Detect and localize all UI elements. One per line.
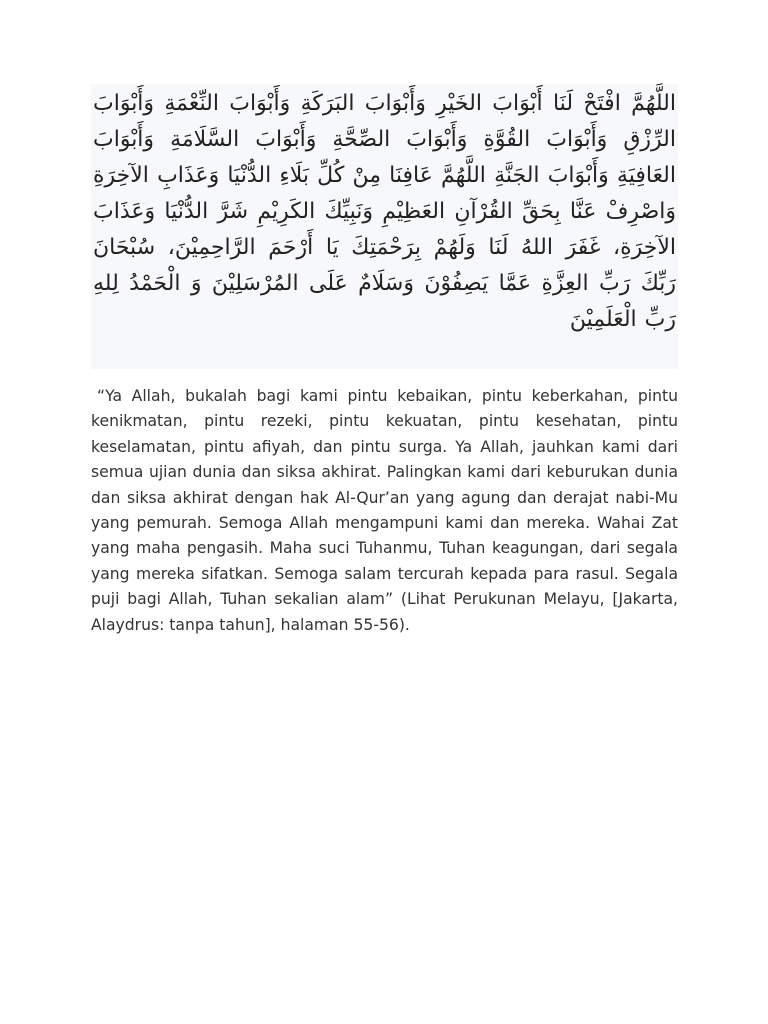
- translation-block: [91, 384, 678, 638]
- arabic-prayer-block: [91, 84, 678, 369]
- translation-paragraph: “Ya Allah, bukalah bagi kami pintu kebaikan, pintu keberkahan, pintu kenikmatan, pintu rezeki, pintu kekuatan, pintu kesehatan, pintu keselamatan, pintu afiyah, dan pintu surga. Ya Allah, jauhkan kami dari semua ujian dunia dan siksa akhirat. Palingkan kami dari keburukan dunia dan siksa akhirat dengan hak Al-Qur’an yang agung dan derajat nabi-Mu yang pemurah. Semoga Allah mengampuni kami dan mereka. Wahai Zat yang maha pengasih. Maha suci Tuhanmu, Tuhan keagungan, dari segala yang mereka sifatkan. Semoga salam tercurah kepada para rasul. Segala puji bagi Allah, Tuhan sekalian alam” (Lihat Perukunan Melayu, [Jakarta, Alaydrus: tanpa tahun], halaman 55-56).: [91, 387, 678, 634]
- arabic-prayer-text: اللَّهُمَّ افْتَحْ لَنَا أَبْوَابَ الخَيْرِ وَأَبْوَابَ البَرَكَةِ وَأَبْوَابَ النِّعْمَةِ وَأَبْوَابَ الرِّزْقِ وَأَبْوَابَ القُوَّةِ وَأَبْوَابَ الصِّحَّةِ وَأَبْوَابَ السَّلَامَةِ وَأَبْوَابَ العَافِيَةِ وَأَبْوَابَ الجَنَّةِ اللَّهُمَّ عَافِنَا مِنْ كُلِّ بَلَاءِ الدُّنْيَا وَعَذَابِ الآخِرَةِ وَاصْرِفْ عَنَّا بِحَقِّ القُرْآنِ العَظِيْمِ وَنَبِيِّكَ الكَرِيْمِ شَرَّ الدُّنْيَا وَعَذَابَ الآخِرَةِ، غَفَرَ اللهُ لَنَا وَلَهُمْ بِرَحْمَتِكَ يَا أَرْحَمَ الرَّاحِمِيْنَ، سُبْحَانَ رَبِّكَ رَبِّ العِزَّةِ عَمَّا يَصِفُوْنَ وَسَلَامٌ عَلَى المُرْسَلِيْنَ وَ الْحَمْدُ لِلهِ رَبِّ الْعَلَمِيْنَ: [93, 91, 676, 332]
